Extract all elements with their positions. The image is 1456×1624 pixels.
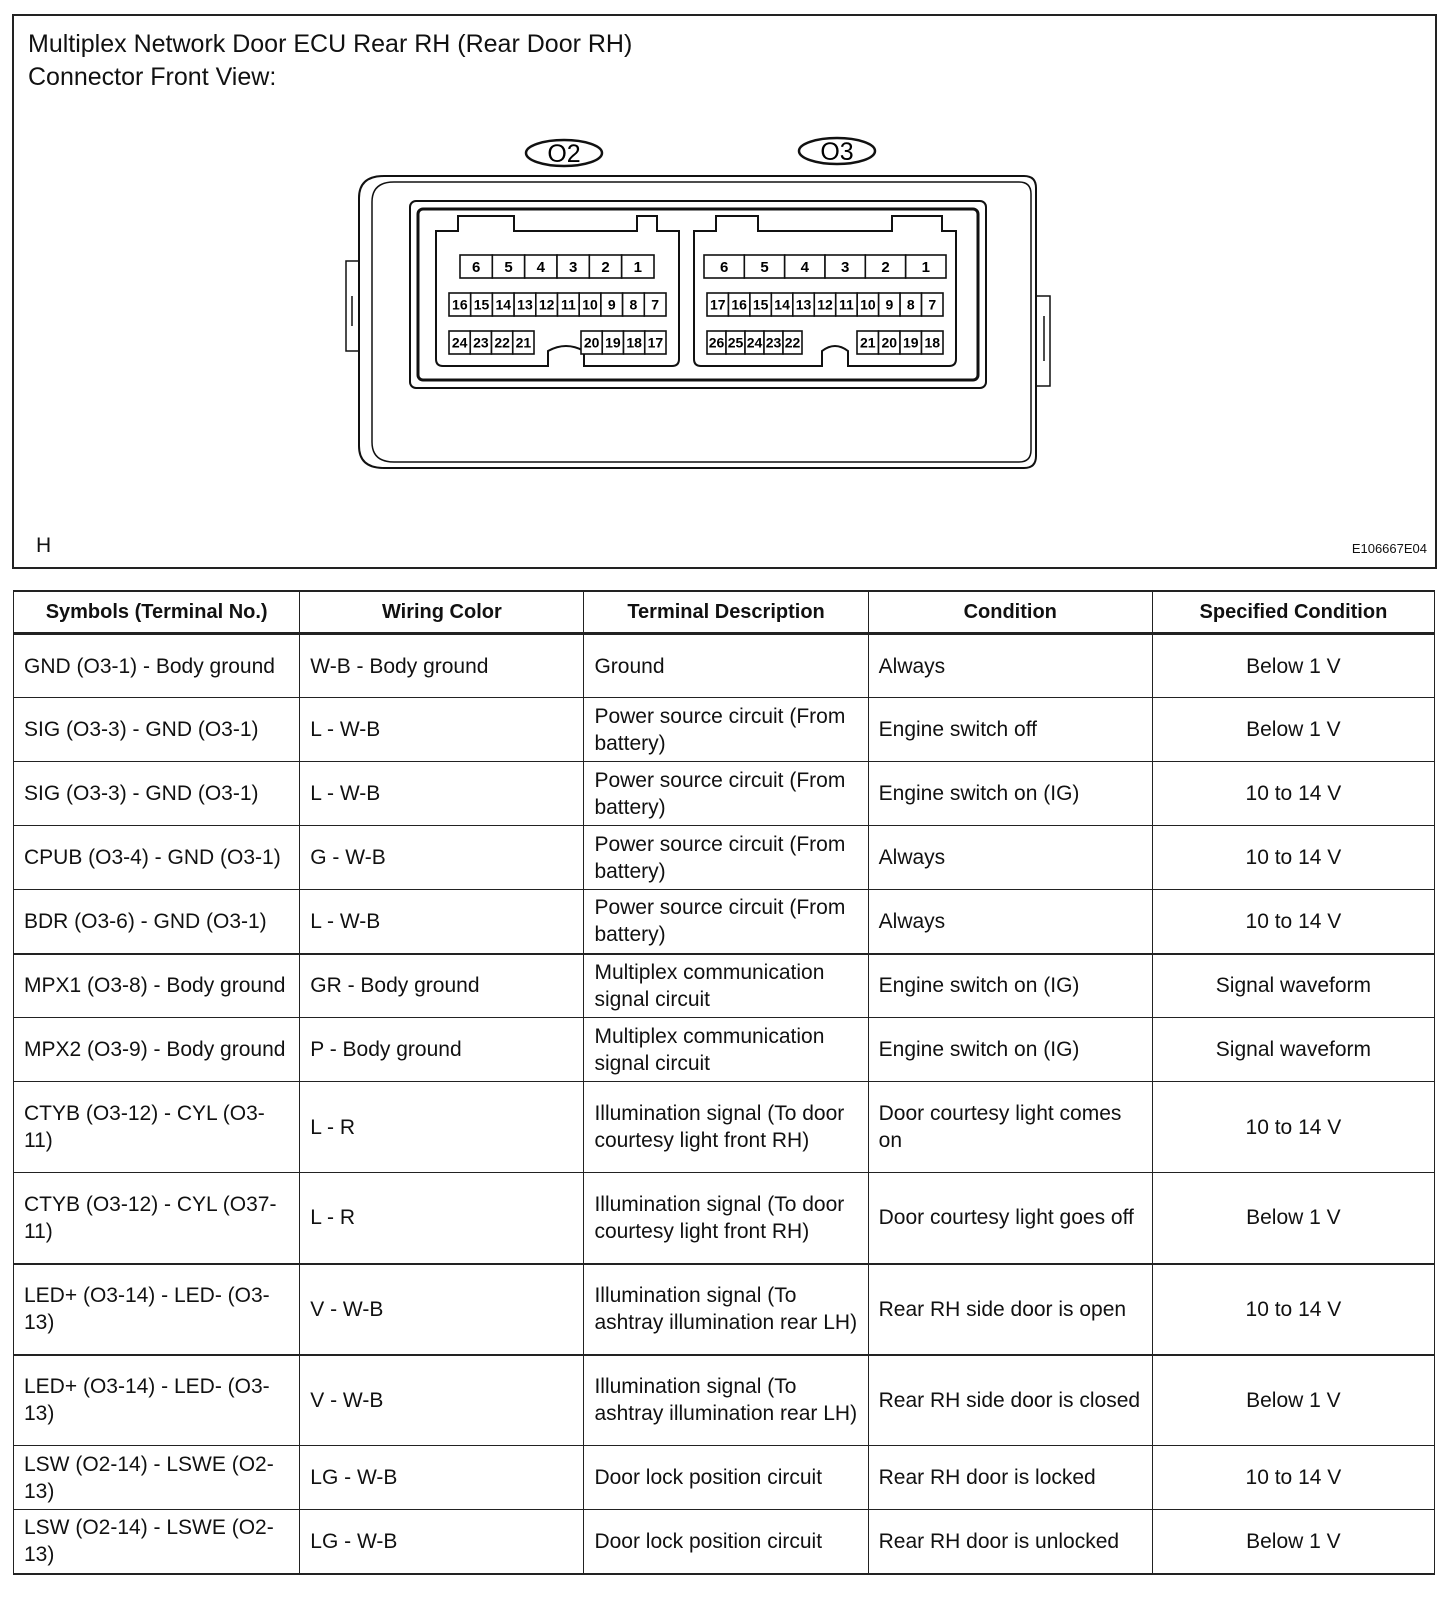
- cell-specified: 10 to 14 V: [1152, 826, 1434, 890]
- o3-pin-number: 11: [839, 296, 854, 313]
- o2-pin-number: 20: [583, 334, 600, 351]
- o2-connector: [436, 216, 679, 366]
- cell-specified: 10 to 14 V: [1152, 1082, 1434, 1173]
- cell-specified: Below 1 V: [1152, 1173, 1434, 1264]
- o3-pin-number: 25: [727, 334, 744, 351]
- cell-wiring: V - W-B: [300, 1355, 584, 1446]
- o3-connector-label: O3: [820, 138, 854, 166]
- header-specified-condition: Specified Condition: [1152, 591, 1434, 634]
- cell-specified: 10 to 14 V: [1152, 762, 1434, 826]
- o3-pin-number: 14: [774, 296, 790, 313]
- o3-pin-number: 16: [731, 296, 747, 313]
- corner-label: H: [36, 534, 52, 557]
- o3-pin-number: 20: [881, 334, 898, 351]
- o2-pin-number: 16: [452, 296, 468, 313]
- cell-description: Door lock position circuit: [584, 1510, 868, 1574]
- terminal-spec-table: [13, 590, 1435, 1575]
- o2-pin-number: 24: [451, 334, 468, 351]
- o2-pin-number: 11: [560, 296, 576, 313]
- o3-pin-number: 12: [817, 296, 833, 313]
- o3-pin-number: 9: [885, 296, 894, 313]
- o2-pin-number: 6: [471, 258, 481, 276]
- table-header-row: [14, 591, 1435, 634]
- cell-description: Illumination signal (To ashtray illumination rear LH): [584, 1264, 868, 1355]
- o3-pin-number: 22: [784, 334, 801, 351]
- header-wiring-color: Wiring Color: [300, 591, 584, 634]
- o2-pin-number: 21: [515, 334, 532, 351]
- o3-pin-number: 4: [800, 258, 810, 276]
- cell-wiring: G - W-B: [300, 826, 584, 890]
- o2-pin-number: 22: [494, 334, 510, 351]
- cell-symbols: SIG (O3-3) - GND (O3-1): [14, 762, 300, 826]
- cell-specified: Signal waveform: [1152, 1018, 1434, 1082]
- cell-wiring: GR - Body ground: [300, 954, 584, 1018]
- table-row: [14, 826, 1435, 890]
- cell-symbols: MPX2 (O3-9) - Body ground: [14, 1018, 300, 1082]
- cell-specified: 10 to 14 V: [1152, 890, 1434, 954]
- cell-description: Door lock position circuit: [584, 1446, 868, 1510]
- cell-condition: Rear RH side door is closed: [868, 1355, 1152, 1446]
- o3-pin-number: 26: [708, 334, 725, 351]
- table-row: [14, 634, 1435, 698]
- table-row: [14, 954, 1435, 1018]
- o3-pin-number: 7: [928, 296, 937, 313]
- cell-condition: Engine switch on (IG): [868, 762, 1152, 826]
- cell-condition: Always: [868, 826, 1152, 890]
- o2-pin-number: 3: [568, 258, 578, 276]
- cell-symbols: CPUB (O3-4) - GND (O3-1): [14, 826, 300, 890]
- table-row: [14, 698, 1435, 762]
- diagram-title-line2: Connector Front View:: [28, 63, 277, 91]
- figure-id: E106667E04: [1351, 541, 1427, 556]
- o2-pin-number: 9: [607, 296, 616, 313]
- o2-pin-number: 5: [504, 258, 513, 276]
- o2-pin-number: 18: [626, 334, 642, 351]
- o2-pin-number: 17: [647, 334, 664, 351]
- o2-pin-number: 19: [605, 334, 621, 351]
- o3-pin-number: 17: [709, 296, 726, 313]
- right-latch: [1036, 296, 1050, 386]
- o3-pin-number: 21: [859, 334, 876, 351]
- o2-pin-number: 8: [629, 296, 638, 313]
- cell-condition: Rear RH door is unlocked: [868, 1510, 1152, 1574]
- o2-pin-number: 14: [495, 296, 512, 313]
- cell-symbols: LED+ (O3-14) - LED- (O3-13): [14, 1355, 300, 1446]
- cell-condition: Door courtesy light comes on: [868, 1082, 1152, 1173]
- o2-pin-number: 12: [538, 296, 555, 313]
- ecu-housing-outer: [359, 176, 1036, 468]
- cell-wiring: L - W-B: [300, 762, 584, 826]
- o3-pin-number: 19: [902, 334, 919, 351]
- cell-description: Power source circuit (From battery): [584, 762, 868, 826]
- cell-condition: Rear RH door is locked: [868, 1446, 1152, 1510]
- cell-description: Ground: [584, 634, 868, 698]
- cell-description: Power source circuit (From battery): [584, 698, 868, 762]
- o3-pin-number: 13: [795, 296, 812, 313]
- cell-description: Illumination signal (To door courtesy light front RH): [584, 1173, 868, 1264]
- o3-pin-number: 23: [765, 334, 782, 351]
- o3-pin-number: 5: [760, 258, 769, 276]
- o3-connector: [694, 216, 956, 366]
- table-row: [14, 1082, 1435, 1173]
- table-row: [14, 1446, 1435, 1510]
- cell-condition: Always: [868, 634, 1152, 698]
- o2-pin-number: 15: [473, 296, 490, 313]
- cell-wiring: L - W-B: [300, 698, 584, 762]
- table-row: [14, 890, 1435, 954]
- cell-specified: Below 1 V: [1152, 1355, 1434, 1446]
- cell-condition: Engine switch off: [868, 698, 1152, 762]
- cell-wiring: LG - W-B: [300, 1446, 584, 1510]
- cell-specified: 10 to 14 V: [1152, 1264, 1434, 1355]
- o2-pin-number: 10: [582, 296, 598, 313]
- table-row: [14, 762, 1435, 826]
- cell-symbols: CTYB (O3-12) - CYL (O3-11): [14, 1082, 300, 1173]
- header-symbols: Symbols (Terminal No.): [14, 591, 300, 634]
- cell-symbols: SIG (O3-3) - GND (O3-1): [14, 698, 300, 762]
- cell-specified: Below 1 V: [1152, 634, 1434, 698]
- cell-wiring: L - W-B: [300, 890, 584, 954]
- o3-pin-number: 24: [746, 334, 763, 351]
- o3-pin-number: 8: [906, 296, 915, 313]
- cell-condition: Rear RH side door is open: [868, 1264, 1152, 1355]
- cell-symbols: MPX1 (O3-8) - Body ground: [14, 954, 300, 1018]
- o2-pin-number: 7: [651, 296, 660, 313]
- o3-pin-number: 2: [881, 258, 890, 276]
- o3-pin-number: 1: [921, 258, 931, 276]
- cell-symbols: LSW (O2-14) - LSWE (O2-13): [14, 1510, 300, 1574]
- cell-symbols: BDR (O3-6) - GND (O3-1): [14, 890, 300, 954]
- cell-symbols: LED+ (O3-14) - LED- (O3-13): [14, 1264, 300, 1355]
- cell-description: Multiplex communication signal circuit: [584, 1018, 868, 1082]
- cell-wiring: P - Body ground: [300, 1018, 584, 1082]
- connector-front-view-drawing: [14, 16, 1435, 567]
- o2-pin-number: 1: [633, 258, 643, 276]
- cell-description: Illumination signal (To door courtesy light front RH): [584, 1082, 868, 1173]
- cell-condition: Door courtesy light goes off: [868, 1173, 1152, 1264]
- cell-symbols: GND (O3-1) - Body ground: [14, 634, 300, 698]
- header-terminal-description: Terminal Description: [584, 591, 868, 634]
- cell-wiring: L - R: [300, 1082, 584, 1173]
- o3-pin-number: 6: [719, 258, 729, 276]
- cell-symbols: CTYB (O3-12) - CYL (O37-11): [14, 1173, 300, 1264]
- cell-specified: 10 to 14 V: [1152, 1446, 1434, 1510]
- cell-wiring: W-B - Body ground: [300, 634, 584, 698]
- o3-pin-number: 15: [752, 296, 769, 313]
- o3-pin-number: 18: [924, 334, 941, 351]
- o3-pin-number: 3: [840, 258, 850, 276]
- cell-symbols: LSW (O2-14) - LSWE (O2-13): [14, 1446, 300, 1510]
- cell-description: Multiplex communication signal circuit: [584, 954, 868, 1018]
- cell-condition: Engine switch on (IG): [868, 954, 1152, 1018]
- cell-condition: Always: [868, 890, 1152, 954]
- table-row: [14, 1510, 1435, 1574]
- cell-description: Power source circuit (From battery): [584, 890, 868, 954]
- table-row: [14, 1018, 1435, 1082]
- diagram-title-line1: Multiplex Network Door ECU Rear RH (Rear Door RH): [28, 30, 633, 58]
- table-row: [14, 1264, 1435, 1355]
- cell-condition: Engine switch on (IG): [868, 1018, 1152, 1082]
- o2-pin-number: 4: [536, 258, 546, 276]
- o2-pin-number: 13: [517, 296, 533, 313]
- cell-specified: Below 1 V: [1152, 1510, 1434, 1574]
- cell-wiring: L - R: [300, 1173, 584, 1264]
- header-condition: Condition: [868, 591, 1152, 634]
- o2-connector-label: O2: [547, 140, 581, 168]
- cell-description: Power source circuit (From battery): [584, 826, 868, 890]
- table-row: [14, 1355, 1435, 1446]
- o2-pin-number: 2: [601, 258, 610, 276]
- table-row: [14, 1173, 1435, 1264]
- cell-specified: Signal waveform: [1152, 954, 1434, 1018]
- connector-diagram-panel: [12, 14, 1437, 569]
- o2-pin-number: 23: [473, 334, 489, 351]
- cell-specified: Below 1 V: [1152, 698, 1434, 762]
- ecu-housing-inner: [372, 182, 1031, 462]
- cell-wiring: LG - W-B: [300, 1510, 584, 1574]
- o3-pin-number: 10: [860, 296, 876, 313]
- cell-wiring: V - W-B: [300, 1264, 584, 1355]
- cell-description: Illumination signal (To ashtray illumination rear LH): [584, 1355, 868, 1446]
